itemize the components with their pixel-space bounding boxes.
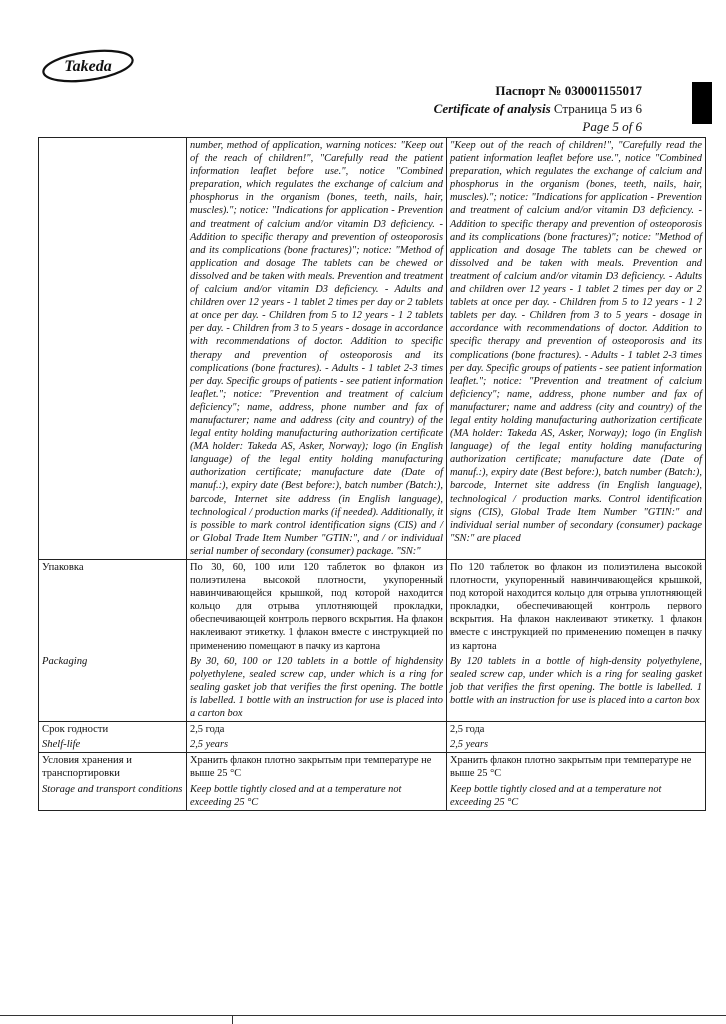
footer-divider <box>0 1015 726 1016</box>
footer-tick <box>232 1015 233 1024</box>
page-ru: Страница 5 из 6 <box>553 101 642 116</box>
row-label: Срок годности <box>39 722 187 738</box>
takeda-logo <box>40 44 136 88</box>
row-label: Shelf-life <box>39 737 187 753</box>
takeda-logo-text: Takeda <box>64 58 112 75</box>
table-row <box>39 722 706 738</box>
table-row <box>39 560 706 654</box>
certificate-table <box>38 137 706 811</box>
marking-en-col3: "Keep out of the reach of children!", "Carefully read the patient information leaflet before use.", notice "Combined preparation, which regulates the exchange of calcium and phosphorus in the organism (bones, teeth, nails, hair, muscles)."; notice: "Indications for application - Prevention and treatment of calcium and/or vitamin D3 deficiency. - Addition to specific therapy and prevention of osteoporosis and its complications (bone fractures)"; notice: "Method of application and dosage The tablets can be chewed or dissolved and be taken with meals. Prevention and treatment of calcium and/or vitamin D3 deficiency. - Adults and children over 12 years - 1 tablet 2 times per day or 2 tablets at once per day. - Children from 5 to 12 years - 1 2 tablets per day. - Children from 3 to 5 years - dosage in accordance with recommendations of doctor. Addition to specific therapy and prevention of osteoporosis and its complications (bone fractures). - Adults - 1 tablet 2-3 times per day. Specific groups of patients - see patient information leaflet."; notice: "Prevention and treatment of calcium deficiency"; name, address, phone number and fax of manufacturer; name and address (city and country) of the legal entity holding manufacturing authorization certificate (MA holder: Takeda AS, Asker, Norway); logo (in English language) of the legal entity holding manufacturing authorization certificate; manufacture date (Date of manuf.:), expiry date (Best before:), batch number (Batch:), barcode, Internet site address (in English language), technological / production marks. Control identification signs (CIS), Global Trade Item Number "GTIN:" and individual serial number of secondary (consumer) package "SN:" are placed <box>447 138 706 560</box>
table-row <box>39 737 706 753</box>
black-margin-mark <box>692 82 712 124</box>
table-row <box>39 753 706 782</box>
row-label: Storage and transport conditions <box>39 782 187 811</box>
storage-en-col2: Keep bottle tightly closed and at a temperature not exceeding 25 °C <box>187 782 447 811</box>
storage-en-col3: Keep bottle tightly closed and at a temperature not exceeding 25 °C <box>447 782 706 811</box>
row-label: Packaging <box>39 654 187 722</box>
storage-ru-col2: Хранить флакон плотно закрытым при температуре не выше 25 °C <box>187 753 447 782</box>
passport-number: Паспорт № 030001155017 <box>495 83 642 98</box>
packaging-ru-col2: По 30, 60, 100 или 120 таблеток во флакон из полиэтилена высокой плотности, укупоренный навинчивающейся крышкой, под которой находится кольцо для отрыва уплотняющей прокладки, обеспечивающей контроль первого вскрытия. На флакон наклеивают этикетку. 1 флакон вместе с инструкцией по применению помещают в пачку из картона <box>187 560 447 654</box>
table-row <box>39 654 706 722</box>
page-en: Page 5 of 6 <box>582 119 642 134</box>
table-row <box>39 782 706 811</box>
storage-ru-col3: Хранить флакон плотно закрытым при температуре не выше 25 °C <box>447 753 706 782</box>
packaging-ru-col3: По 120 таблеток во флакон из полиэтилена высокой плотности, укупоренный навинчивающейся крышкой, под которой находится кольцо для отрыва уплотняющей прокладки, обеспечивающей контроль первого вскрытия. На флакон наклеивают этикетку. 1 флакон вместе с инструкцией по применению помещен в пачку из картона <box>447 560 706 654</box>
row-label: Упаковка <box>39 560 187 654</box>
certificate-label: Certificate of analysis <box>433 101 551 116</box>
shelf-ru-col3: 2,5 года <box>447 722 706 738</box>
row-label: Условия хранения и транспортировки <box>39 753 187 782</box>
table-row <box>39 138 706 560</box>
shelf-ru-col2: 2,5 года <box>187 722 447 738</box>
certificate-line <box>434 100 642 118</box>
shelf-en-col2: 2,5 years <box>187 737 447 753</box>
packaging-en-col2: By 30, 60, 100 or 120 tablets in a bottle of highdensity polyethylene, sealed screw cap, under which is a ring for sealing gasket job that verifies the first opening. The bottle is labelled. 1 bottle with an instruction for use is placed into a carton box <box>187 654 447 722</box>
shelf-en-col3: 2,5 years <box>447 737 706 753</box>
row-label <box>39 138 187 560</box>
marking-en-col2: number, method of application, warning notices: "Keep out of the reach of children!", "Carefully read the patient information leaflet before use.", notice "Combined preparation, which regulates the exchange of calcium and phosphorus in the organism (bones, teeth, nails, hair, muscles)."; notice: "Indications for application - Prevention and treatment of calcium and/or vitamin D3 deficiency. - Addition to specific therapy and prevention of osteoporosis and its complications (bone fractures)"; notice: "Method of application and dosage The tablets can be chewed or dissolved and be taken with meals. Prevention and treatment of calcium and/or vitamin D3 deficiency. - Adults and children over 12 years - 1 tablet 2 times per day or 2 tablets at once per day. - Children from 5 to 12 years - 1 2 tablets per day. - Children from 3 to 5 years - dosage in accordance with recommendations of doctor. Addition to specific therapy and prevention of osteoporosis and its complications (bone fractures). - Adults - 1 tablet 2-3 times per day. Specific groups of patients - see patient information leaflet."; notice: "Prevention and treatment of calcium deficiency"; name, address, phone number and fax of manufacturer; name and address (city and country) of the legal entity holding manufacturing authorization certificate (MA holder: Takeda AS, Asker, Norway); logo (in English language) of the legal entity holding manufacturing authorization certificate; manufacture date (Date of manuf.:), expiry date (Best before:), batch number (Batch:), barcode, Internet site address (in English language), technological / production marks (if needed). Additionally, it is possible to mark control identification signs (CIS) and / or Global Trade Item Number "GTIN:", and / or individual serial number of secondary (consumer) package. "SN:" <box>187 138 447 560</box>
packaging-en-col3: By 120 tablets in a bottle of high-density polyethylene, sealed screw cap, under which is a ring for sealing gasket job that verifies the first opening. The bottle is labelled. 1 bottle with an instruction for use is placed into a carton box <box>447 654 706 722</box>
